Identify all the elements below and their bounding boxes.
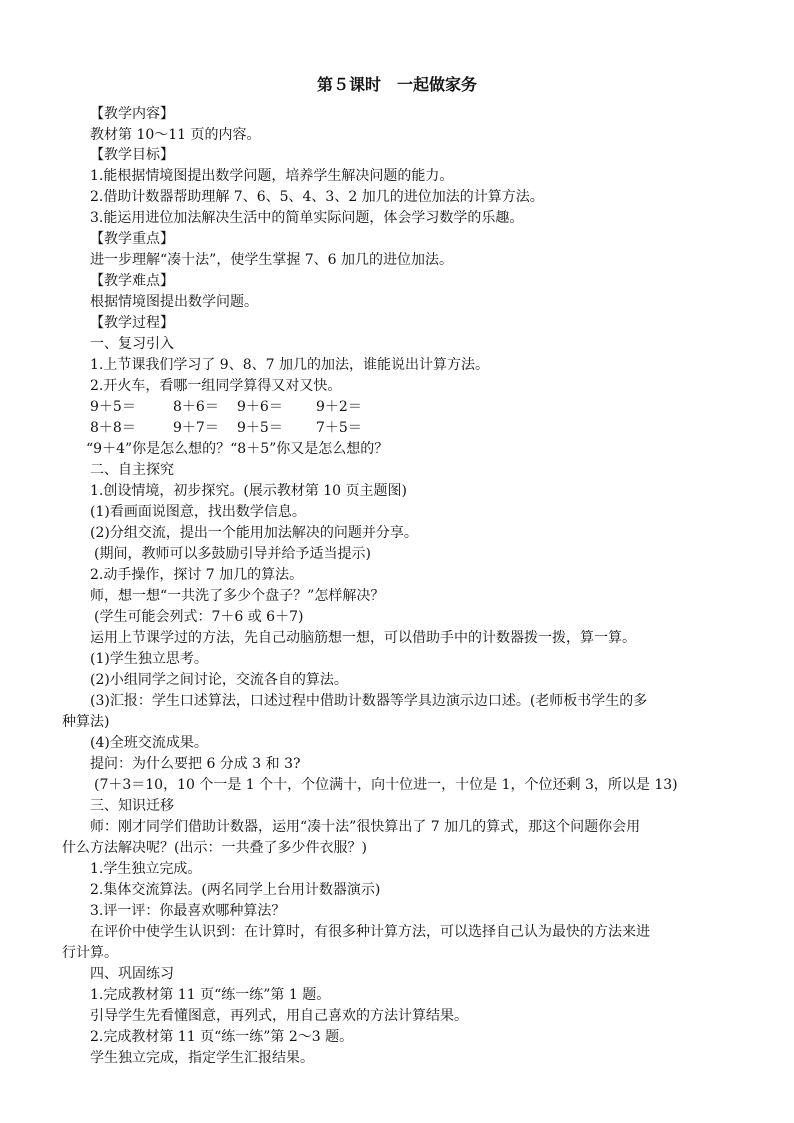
paragraph-line: 3.评一评：你最喜欢哪种算法？ xyxy=(90,903,286,919)
paragraph-line: 运用上节课学过的方法，先自己动脑筋想一想，可以借助手中的计数器拨一拨，算一算。 xyxy=(90,630,636,646)
paragraph-line: 种算法) xyxy=(62,714,110,730)
section-heading-goals: 【教学目标】 xyxy=(90,147,174,163)
paragraph-line: (期间，教师可以多鼓励引导并给予适当提示) xyxy=(94,546,371,562)
paragraph-line: 2.动手操作，探讨 7 加几的算法。 xyxy=(90,567,304,583)
paragraph-line: 2.完成教材第 11 页“练一练”第 2～3 题。 xyxy=(90,1029,354,1045)
math-expression: 8＋8＝ xyxy=(90,420,136,436)
paragraph-line: 2.借助计数器帮助理解 7、6、5、4、3、2 加几的进位加法的计算方法。 xyxy=(90,189,544,205)
paragraph-line: 1.上节课我们学习了 9、8、7 加几的加法，谁能说出计算方法。 xyxy=(90,357,489,373)
section-heading-difficulty: 【教学难点】 xyxy=(90,273,174,289)
paragraph-line: 2.集体交流算法。(两名同学上台用计数器演示) xyxy=(90,882,381,898)
section-heading-key-points: 【教学重点】 xyxy=(90,231,174,247)
math-expression: 9＋5＝ xyxy=(237,420,283,436)
paragraph-line: 进一步理解“凑十法”，使学生掌握 7、6 加几的进位加法。 xyxy=(90,252,454,268)
paragraph-line: (2)小组同学之间讨论，交流各自的算法。 xyxy=(90,672,348,688)
paragraph-line: 什么方法解决呢？(出示：一共叠了多少件衣服？) xyxy=(62,840,367,856)
paragraph-line: 1.能根据情境图提出数学问题，培养学生解决问题的能力。 xyxy=(90,168,454,184)
paragraph-line: 3.能运用进位加法解决生活中的简单实际问题，体会学习数学的乐趣。 xyxy=(90,210,524,226)
paragraph-line: 二、自主探究 xyxy=(90,462,174,478)
math-expression: 9＋2＝ xyxy=(316,399,362,415)
paragraph-line: 三、知识迁移 xyxy=(90,798,174,814)
math-expression: 8＋6＝ xyxy=(173,399,219,415)
paragraph-line: 引导学生先看懂图意，再列式，用自己喜欢的方法计算结果。 xyxy=(90,1008,468,1024)
paragraph-line: (1)学生独立思考。 xyxy=(90,651,208,667)
paragraph-line: 提问：为什么要把 6 分成 3 和 3? xyxy=(90,756,301,772)
paragraph-line: (学生可能会列式：7＋6 或 6＋7) xyxy=(94,609,304,625)
paragraph-line: 师，想一想“一共洗了多少个盘子？”怎样解决？ xyxy=(90,588,385,604)
paragraph-line: 教材第 10～11 页的内容。 xyxy=(90,127,261,143)
math-expression: 9＋6＝ xyxy=(237,399,283,415)
paragraph-line: 2.开火车，看哪一组同学算得又对又快。 xyxy=(90,378,342,394)
paragraph-line: (2)分组交流，提出一个能用加法解决的问题并分享。 xyxy=(90,525,418,541)
paragraph-line: 根据情境图提出数学问题。 xyxy=(90,294,258,310)
paragraph-line: 四、巩固练习 xyxy=(90,966,174,982)
section-heading-content: 【教学内容】 xyxy=(90,106,174,122)
paragraph-line: 师：刚才同学们借助计数器，运用“凑十法”很快算出了 7 加几的算式，那这个问题你会用 xyxy=(90,819,641,835)
math-expression: 7＋5＝ xyxy=(316,420,362,436)
section-heading-process: 【教学过程】 xyxy=(90,315,174,331)
paragraph-line: (4)全班交流成果。 xyxy=(90,735,208,751)
paragraph-line: 1.完成教材第 11 页“练一练”第 1 题。 xyxy=(90,987,331,1003)
paragraph-line: (7＋3＝10，10 个一是 1 个十，个位满十，向十位进一，十位是 1，个位还剩 3，所以是 13) xyxy=(94,777,678,793)
math-expression: 9＋5＝ xyxy=(90,399,136,415)
paragraph-line: 1.学生独立完成。 xyxy=(90,861,202,877)
paragraph-line: 行计算。 xyxy=(62,945,118,961)
paragraph-line: “9＋4”你是怎么想的？“8＋5”你又是怎么想的？ xyxy=(86,441,389,457)
math-expression: 9＋7＝ xyxy=(173,420,219,436)
page-title: 第５课时 一起做家务 xyxy=(316,75,477,94)
paragraph-line: (1)看画面说图意，找出数学信息。 xyxy=(90,504,306,520)
paragraph-line: (3)汇报：学生口述算法，口述过程中借助计数器等学具边演示边口述。(老师板书学生的多 xyxy=(90,693,648,709)
paragraph-line: 在评价中使学生认识到：在计算时，有很多种计算方法，可以选择自己认为最快的方法来进 xyxy=(90,924,650,940)
paragraph-line: 学生独立完成，指定学生汇报结果。 xyxy=(90,1050,314,1066)
paragraph-line: 一、复习引入 xyxy=(90,336,174,352)
paragraph-line: 1.创设情境，初步探究。(展示教材第 10 页主题图) xyxy=(90,483,407,499)
